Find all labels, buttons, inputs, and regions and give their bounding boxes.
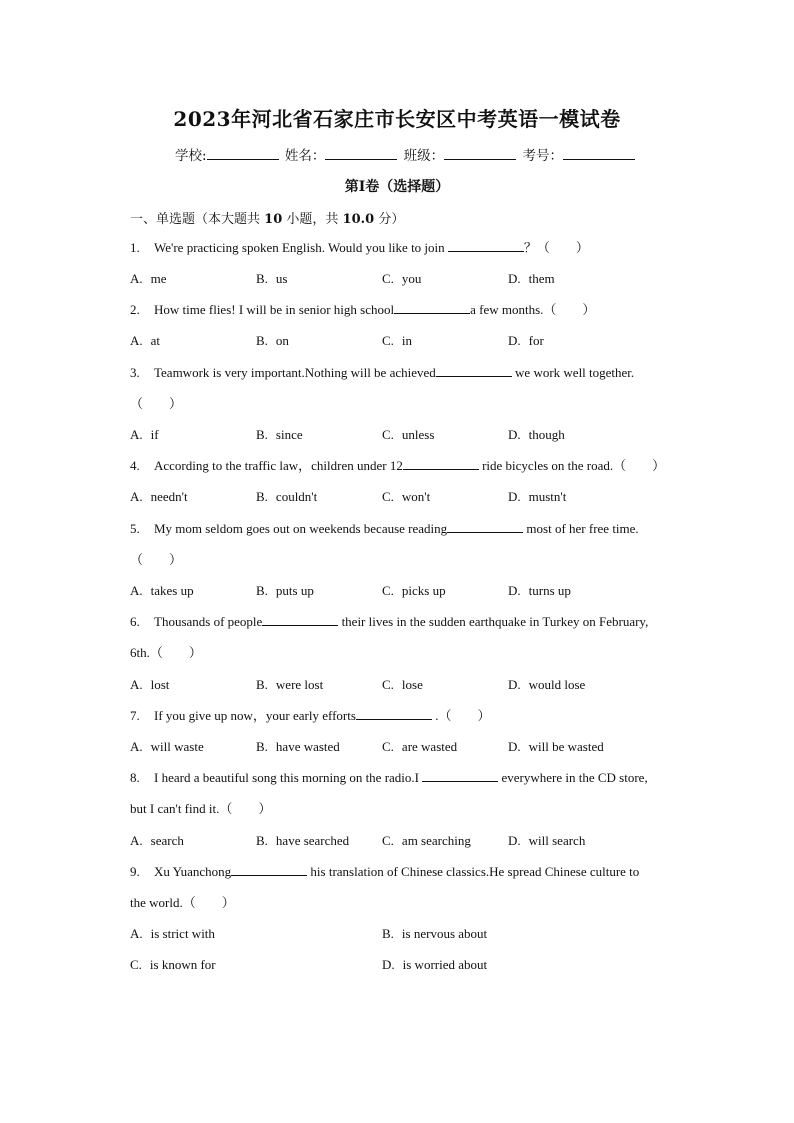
question-stem: My mom seldom goes out on weekends because reading — [154, 521, 448, 536]
exam-number-blank[interactable] — [563, 147, 635, 160]
option-d[interactable]: D. is worried about — [382, 957, 488, 972]
question-stem-end: .（ ） — [431, 708, 491, 723]
exam-number-label: 考号： — [522, 148, 563, 164]
question-7 — [130, 700, 700, 731]
question-stem-end: ？（ ） — [523, 240, 589, 255]
option-b[interactable]: B. is nervous about — [382, 926, 488, 941]
question-2 — [130, 294, 700, 325]
question-stem-end: their lives in the sudden earthquake in Turkey on February, — [338, 614, 649, 629]
option-a[interactable]: A. takes up — [130, 583, 194, 598]
option-a[interactable]: A. me — [130, 271, 167, 286]
question-9 — [130, 856, 700, 918]
class-blank[interactable] — [444, 147, 516, 160]
answer-blank[interactable] — [262, 613, 338, 626]
option-d[interactable]: D. them — [508, 271, 555, 286]
answer-blank[interactable] — [394, 301, 470, 314]
question-stem-line2: the world.（ ） — [130, 895, 235, 910]
question-number: 3. — [130, 365, 140, 380]
options-4 — [130, 489, 710, 509]
option-c[interactable]: C. won't — [382, 489, 431, 504]
options-1 — [130, 271, 710, 291]
question-stem-line2: （ ） — [130, 396, 183, 411]
option-b[interactable]: B. have searched — [256, 833, 350, 848]
options-7 — [130, 739, 710, 759]
question-stem-line2: 6th.（ ） — [130, 645, 202, 660]
question-number: 5. — [130, 521, 140, 536]
options-5 — [130, 583, 710, 603]
options-2 — [130, 333, 710, 353]
name-label: 姓名： — [284, 148, 326, 164]
option-b[interactable]: B. on — [256, 333, 289, 348]
question-4 — [130, 450, 700, 481]
option-b[interactable]: B. have wasted — [256, 739, 340, 754]
options-6 — [130, 677, 710, 697]
part-score: 10.0 — [342, 212, 375, 227]
answer-blank[interactable] — [447, 520, 523, 533]
question-stem-end: most of her free time. — [523, 521, 639, 536]
option-b[interactable]: B. us — [256, 271, 288, 286]
question-stem-end: we work well together. — [511, 365, 635, 380]
school-blank[interactable] — [207, 147, 279, 160]
question-stem: How time flies! I will be in senior high school — [154, 302, 395, 317]
name-blank[interactable] — [325, 147, 397, 160]
question-stem-end: everywhere in the CD store, — [498, 770, 648, 785]
question-stem: Teamwork is very important.Nothing will be achieved — [154, 365, 436, 380]
question-stem-line2: （ ） — [130, 552, 183, 567]
question-number: 7. — [130, 708, 140, 723]
part-title-suffix: 分） — [378, 212, 405, 227]
option-d[interactable]: D. mustn't — [508, 489, 567, 504]
option-d[interactable]: D. for — [508, 333, 544, 348]
question-1 — [130, 232, 700, 263]
option-c[interactable]: C. is known for — [130, 957, 216, 972]
answer-blank[interactable] — [356, 707, 432, 720]
part-title-mid: 小题，共 — [286, 212, 339, 227]
option-c[interactable]: C. are wasted — [382, 739, 458, 754]
answer-blank[interactable] — [448, 239, 524, 252]
question-6 — [130, 606, 700, 668]
option-a[interactable]: A. will waste — [130, 739, 204, 754]
question-stem: Xu Yuanchong — [154, 864, 232, 879]
answer-blank[interactable] — [403, 457, 479, 470]
question-5 — [130, 513, 700, 575]
part-title — [130, 208, 404, 227]
option-c[interactable]: C. in — [382, 333, 413, 348]
options-3 — [130, 427, 710, 447]
question-stem-end: ride bicycles on the road.（ ） — [478, 458, 666, 473]
section-title: 第Ⅰ卷（选择题） — [344, 179, 450, 195]
option-b[interactable]: B. since — [256, 427, 303, 442]
answer-blank[interactable] — [231, 863, 307, 876]
option-c[interactable]: C. unless — [382, 427, 435, 442]
option-a[interactable]: A. search — [130, 833, 184, 848]
question-number: 6. — [130, 614, 140, 629]
option-a[interactable]: A. lost — [130, 677, 170, 692]
option-a[interactable]: A. is strict with — [130, 926, 215, 941]
option-c[interactable]: C. lose — [382, 677, 423, 692]
answer-blank[interactable] — [436, 364, 512, 377]
option-d[interactable]: D. will search — [508, 833, 586, 848]
option-d[interactable]: D. would lose — [508, 677, 586, 692]
option-a[interactable]: A. if — [130, 427, 159, 442]
question-stem: According to the traffic law，children under 12 — [154, 458, 403, 473]
option-d[interactable]: D. will be wasted — [508, 739, 604, 754]
question-number: 1. — [130, 240, 140, 255]
option-d[interactable]: D. though — [508, 427, 565, 442]
question-stem: If you give up now，your early efforts — [154, 708, 356, 723]
option-c[interactable]: C. am searching — [382, 833, 471, 848]
question-8 — [130, 762, 700, 824]
question-stem-end: a few months.（ ） — [470, 302, 596, 317]
question-number: 2. — [130, 302, 140, 317]
question-stem: We're practicing spoken English. Would you like to join — [154, 240, 448, 255]
option-b[interactable]: B. couldn't — [256, 489, 318, 504]
option-a[interactable]: A. needn't — [130, 489, 188, 504]
student-info-row — [175, 144, 637, 164]
option-d[interactable]: D. turns up — [508, 583, 571, 598]
question-3 — [130, 357, 700, 419]
option-b[interactable]: B. puts up — [256, 583, 314, 598]
question-stem-end: his translation of Chinese classics.He spread Chinese culture to — [307, 864, 640, 879]
options-8 — [130, 833, 710, 853]
option-b[interactable]: B. were lost — [256, 677, 324, 692]
part-question-count: 10 — [264, 212, 283, 227]
option-a[interactable]: A. at — [130, 333, 161, 348]
question-number: 4. — [130, 458, 140, 473]
option-c[interactable]: C. picks up — [382, 583, 446, 598]
page-title: 2023年河北省石家庄市长安区中考英语一模试卷 — [173, 107, 621, 131]
class-label: 班级： — [403, 148, 445, 164]
school-label: 学校: — [175, 148, 207, 164]
part-title-prefix: 一、单选题（本大题共 — [130, 212, 261, 227]
question-stem: Thousands of people — [154, 614, 263, 629]
options-9-row1 — [130, 926, 710, 946]
question-stem-line2: but I can't find it.（ ） — [130, 801, 272, 816]
question-number: 8. — [130, 770, 140, 785]
option-c[interactable]: C. you — [382, 271, 422, 286]
answer-blank[interactable] — [422, 769, 498, 782]
options-9-row2 — [130, 957, 710, 977]
question-stem: I heard a beautiful song this morning on the radio.I — [154, 770, 423, 785]
question-number: 9. — [130, 864, 140, 879]
